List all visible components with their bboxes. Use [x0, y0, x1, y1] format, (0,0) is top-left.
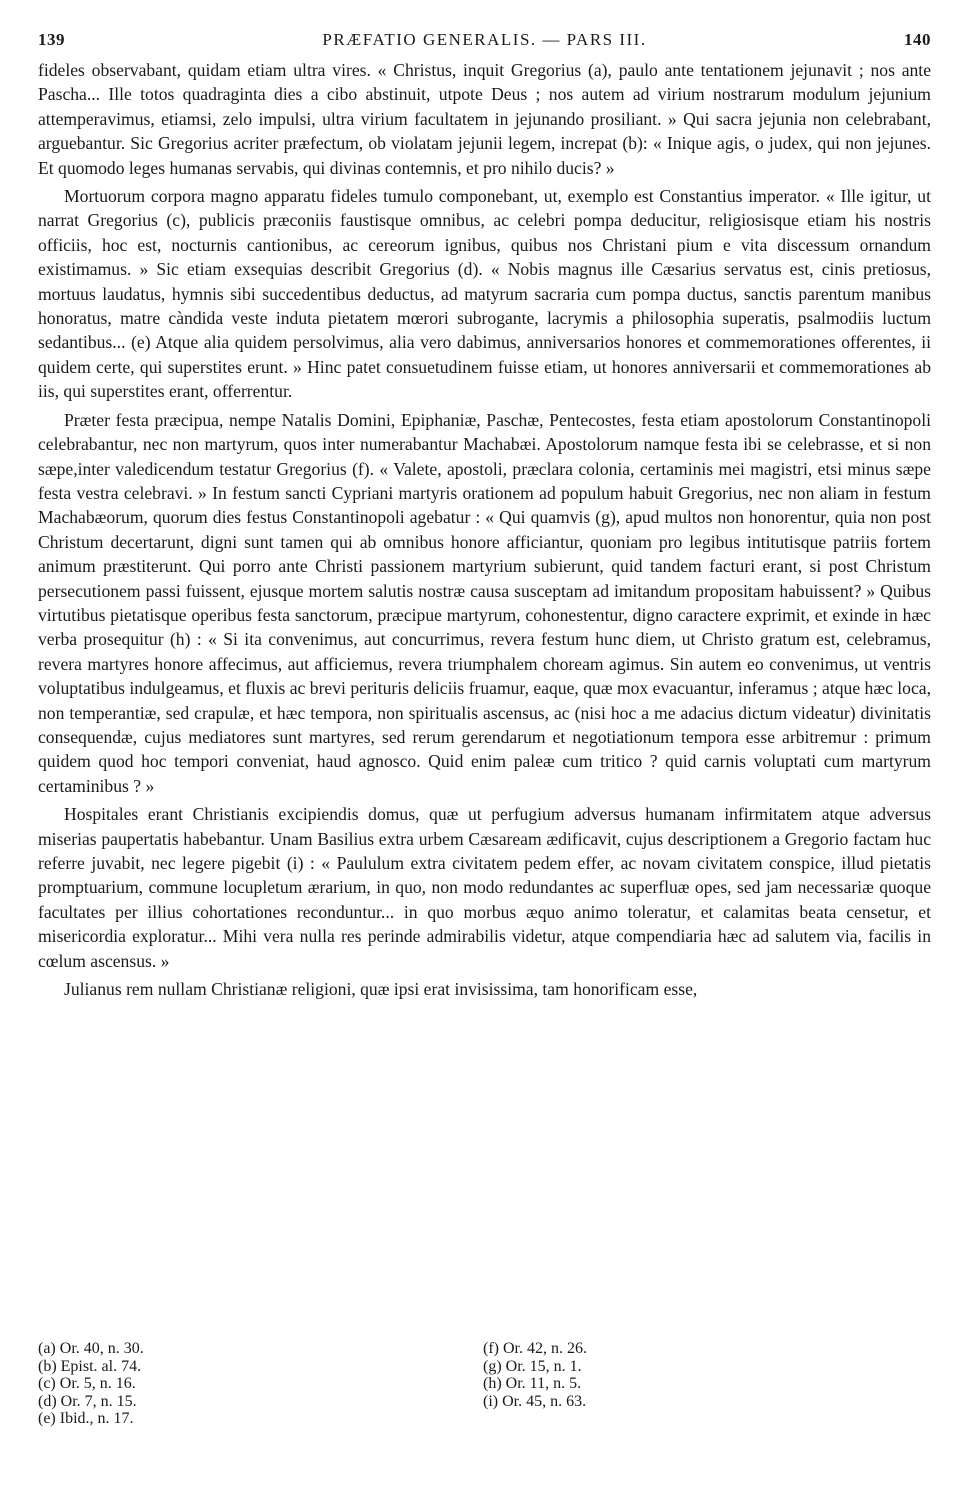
- paragraph-1: fideles observabant, quidam etiam ultra vires. « Christus, inquit Gregorius (a), paulo ante tentationem jejunavit ; nos ante Pascha... Ille totos quadraginta dies a cibo abstinuit, utpote Deus ; nos autem ad virium nostrarum modulum jejunium attemperavimus, etiamsi, zelo impulsi, ultra virium facultatem in jejunando prosiliant. » Qui sacra jejunia non celebrabant, arguebantur. Sic Gregorius acriter præfectum, ob violatam jejunii legem, increpat (b): « Inique agis, o judex, qui non jejunes. Et quomodo leges humanas servabis, qui divinas contemnis, et pro nihilo ducis? »: [38, 60, 931, 178]
- footnote-h: (h) Or. 11, n. 5.: [483, 1375, 582, 1392]
- footnote-f: (f) Or. 42, n. 26.: [483, 1340, 587, 1357]
- footnote-g: (g) Or. 15, n. 1.: [483, 1357, 582, 1375]
- paragraph-3: Præter festa præcipua, nempe Natalis Domini, Epiphaniæ, Paschæ, Pentecostes, festa etiam apostolorum Constantinopoli celebrabantur, nec non martyrum, quos inter numerabantur Machabæi. Apostolorum namque festa ibi se celebrasse, et si non sæpe,inter valedicendum testatur Gregorius (f). « Valete, apostoli, præclara colonia, certaminis mei magistri, etsi minus sæpe festa vestra celebravi. » In festum sancti Cypriani martyris orationem ad populum habuit Gregorius, nec non aliam in festum Machabæorum, quorum dies festus Constantinopoli agebatur : « Qui quamvis (g), apud multos non honorentur, quia non post Christum decertarunt, digni sunt tamen qui ab omnibus honore afficiantur, quoniam pro legibus intitutisque patriis fortem animum præstiterunt. Qui porro ante Christi passionem martyrium subierunt, quid tandem facturi erant, si post Christum persecutionem passi fuissent, ejusque mortem salutis nostræ causa susceptam ad imitandum propositam habuissent? » Quibus virtutibus pietatisque operibus festa sanctorum, præcipue martyrum, cohonestentur, digno caractere exprimit, et exinde in hæc verba prosequitur (h) : « Si ita convenimus, aut concurrimus, revera festum hunc diem, ut Christo gratum est, celebramus, revera martyres honore affecimus, aut afficiemus, revera triumphalem choream agimus. Sin autem eo convenimus, ut ventris voluptatibus indulgeamus, et fluxis ac brevi perituris deliciis fruamur, eaque, quæ mox evacuantur, inferamus ; atque hæc loca, non temperantiæ, sed crapulæ, et hæc tempora, non spiritualis ascensus, ac (nisi hoc a me adacius dictum videatur) divinitatis consequendæ, cujus mediatores sunt martyres, sed rerum gerendarum et negotiationum tempora esse arbitremur : primum quidem quod hoc tempori conveniat, haud agnosco. Quid enim paleæ cum tritico ? quid carnis voluptati cum martyrum certaminibus ? »: [38, 409, 931, 796]
- footnotes: [38, 1340, 928, 1428]
- right-page-number: 140: [903, 30, 931, 49]
- footnote-c: (c) Or. 5, n. 16.: [38, 1375, 136, 1392]
- footnotes-left-column: [38, 1340, 483, 1428]
- running-title: PRÆFATIO GENERALIS. — PARS III.: [322, 30, 647, 49]
- paragraph-2: Mortuorum corpora magno apparatu fideles tumulo componebant, ut, exemplo est Constantius imperator. « Ille igitur, ut narrat Gregorius (c), publicis præconiis faustisque omnibus, ac celebri pompa deducitur, religiosisque etiam his nostris officiis, hoc est, nocturnis cantionibus, ac cereorum ignibus, quibus nos Christani pium e vita discessum ornandum existimamus. » Sic etiam exsequias describit Gregorius (d). « Nobis magnus ille Cæsarius servatus est, cinis pretiosus, mortuus laudatus, hymnis sibi succedentibus deductus, ad matyrum sacraria cum pompa ductus, sanctis parentum manibus honoratus, matre càndida veste induta pietatem mœrori subrogante, lacrymis a philosophia superatis, psalmodiis luctum sedantibus... (e) Atque alia quidem persolvimus, alia vero dabimus, anniversarios honores et commemorationes offerentes, ii quidem certe, qui superstites erunt. » Hinc patet consuetudinem fuisse etiam, ut honores anniversarii et commemorationes ab iis, qui superstites erant, offerrentur.: [38, 186, 931, 402]
- footnote-b: (b) Epist. al. 74.: [38, 1357, 142, 1375]
- main-text: [38, 58, 931, 1001]
- footnote-a: (a) Or. 40, n. 30.: [38, 1340, 144, 1357]
- paragraph-4: Hospitales erant Christianis excipiendis domus, quæ ut perfugium adversus humanam infirmitatem atque adversus miserias paupertatis habebantur. Unam Basilius extra urbem Cæsaream ædificavit, cujus descriptionem a Gregorio factam huc referre juvabit, nec legere pigebit (i) : « Paululum extra civitatem pedem effer, ac novam civitatem conspice, illud pietatis promptuarium, commune locupletum ærarium, in quo, non modo redundantes ac superfluæ opes, sed jam necessariæ quoque facultates per illius cohortationes reconduntur... in quo morbus æquo animo toleratur, et calamitas beata censetur, et misericordia exploratur... Mihi vera nulla res perinde admirabilis videtur, atque compendiaria hæc ad salutem via, facilis in cœlum ascensus. »: [38, 804, 931, 971]
- running-head: [38, 30, 931, 56]
- footnote-d: (d) Or. 7, n. 15.: [38, 1392, 137, 1410]
- footnote-i: (i) Or. 45, n. 63.: [483, 1392, 587, 1410]
- left-page-number: 139: [38, 30, 65, 49]
- paragraph-5: Julianus rem nullam Christianæ religioni, quæ ipsi erat invisissima, tam honorificam esse,: [64, 979, 698, 1000]
- footnote-e: (e) Ibid., n. 17.: [38, 1410, 134, 1427]
- footnotes-right-column: [483, 1340, 928, 1428]
